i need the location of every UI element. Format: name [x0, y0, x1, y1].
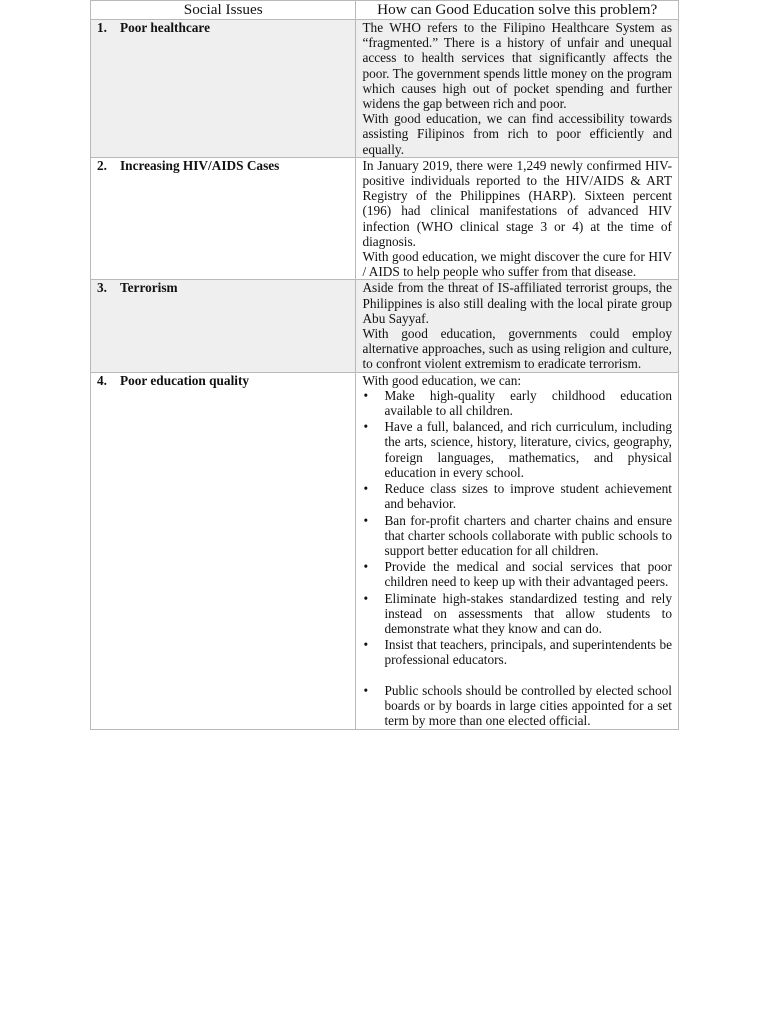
header-social-issues: Social Issues	[91, 1, 356, 20]
table-row	[91, 280, 679, 372]
solution-paragraph: The WHO refers to the Filipino Healthcare System as “fragmented.” There is a history of unfair and unequal access to health services that significantly affects the poor. The government spends little money on the program which causes high out of pocket spending and further widens the gap between rich and poor.	[362, 20, 672, 112]
issue-number: 4.	[97, 372, 107, 388]
bullet-icon: •	[363, 481, 369, 497]
solution-cell	[356, 157, 679, 280]
list-item	[362, 513, 672, 559]
issue-title: Increasing HIV/AIDS Cases	[120, 157, 280, 173]
solution-paragraph: With good education, we might discover the cure for HIV / AIDS to help people who suffer from that disease.	[362, 249, 672, 280]
list-item	[362, 591, 672, 637]
issue-number: 3.	[97, 280, 107, 296]
issue-cell	[91, 372, 356, 729]
list-item	[362, 559, 672, 589]
list-item	[362, 388, 672, 418]
issue-title: Terrorism	[120, 280, 178, 296]
bullet-icon: •	[363, 637, 369, 653]
issue-number: 2.	[97, 157, 107, 173]
issue-title: Poor education quality	[120, 372, 250, 388]
list-item-text: Insist that teachers, principals, and superintendents be professional educators.	[384, 637, 672, 668]
solution-paragraph: In January 2019, there were 1,249 newly confirmed HIV-positive individuals reported to the HIV/AIDS & ART Registry of the Philippines (HARP). Sixteen percent (196) had clinical manifestations of advanced HIV infection (WHO clinical stage 3 or 4) at the time of diagnosis.	[362, 157, 672, 249]
table-header-row	[91, 1, 679, 20]
bullet-icon: •	[363, 512, 369, 528]
list-item-text: Provide the medical and social services that poor children need to keep up with their advantaged peers.	[384, 559, 672, 590]
solution-cell	[356, 280, 679, 372]
list-item-text: Make high-quality early childhood education available to all children.	[384, 387, 672, 419]
list-item-text: Have a full, balanced, and rich curriculum, including the arts, science, history, literature, civics, geography, foreign languages, mathematics, and physical education in every school.	[384, 419, 672, 480]
list-item	[362, 683, 672, 729]
bullet-icon: •	[363, 559, 369, 575]
issue-number: 1.	[97, 20, 107, 35]
solution-cell	[356, 372, 679, 729]
solution-intro: With good education, we can:	[362, 372, 522, 388]
list-item-text: Public schools should be controlled by elected school boards or by boards in large cities appointed for a set term by more than one elected official.	[384, 682, 672, 728]
issue-cell	[91, 280, 356, 372]
list-item	[362, 419, 672, 480]
table-row	[91, 157, 679, 280]
bullet-icon: •	[363, 419, 369, 435]
solution-bullet-list	[362, 388, 672, 728]
header-solution: How can Good Education solve this problem?	[356, 1, 679, 20]
issue-cell	[91, 157, 356, 280]
list-item	[362, 481, 672, 511]
list-item-text: Reduce class sizes to improve student achievement and behavior.	[384, 481, 672, 512]
solution-paragraph: With good education, governments could employ alternative approaches, such as using religion and culture, to confront violent extremism to eradicate terrorism.	[362, 326, 672, 372]
bullet-icon: •	[363, 682, 369, 698]
list-item-text: Ban for-profit charters and charter chains and ensure that charter schools collaborate with public schools to support better education for all children.	[384, 512, 672, 558]
bullet-icon: •	[363, 387, 369, 403]
list-item-text: Eliminate high-stakes standardized testing and rely instead on assessments that allow students to demonstrate what they know and can do.	[384, 590, 672, 636]
bullet-icon: •	[363, 590, 369, 606]
social-issues-table	[90, 0, 679, 730]
issue-title: Poor healthcare	[120, 20, 210, 35]
issue-cell	[91, 20, 356, 158]
solution-paragraph: Aside from the threat of IS-affiliated terrorist groups, the Philippines is also still dealing with the local pirate group Abu Sayyaf.	[362, 280, 672, 326]
list-item	[362, 637, 672, 667]
table-row	[91, 372, 679, 729]
table-row	[91, 20, 679, 158]
solution-paragraph: With good education, we can find accessibility towards assisting Filipinos from rich to poor efficiently and equally.	[362, 111, 672, 157]
solution-cell	[356, 20, 679, 158]
